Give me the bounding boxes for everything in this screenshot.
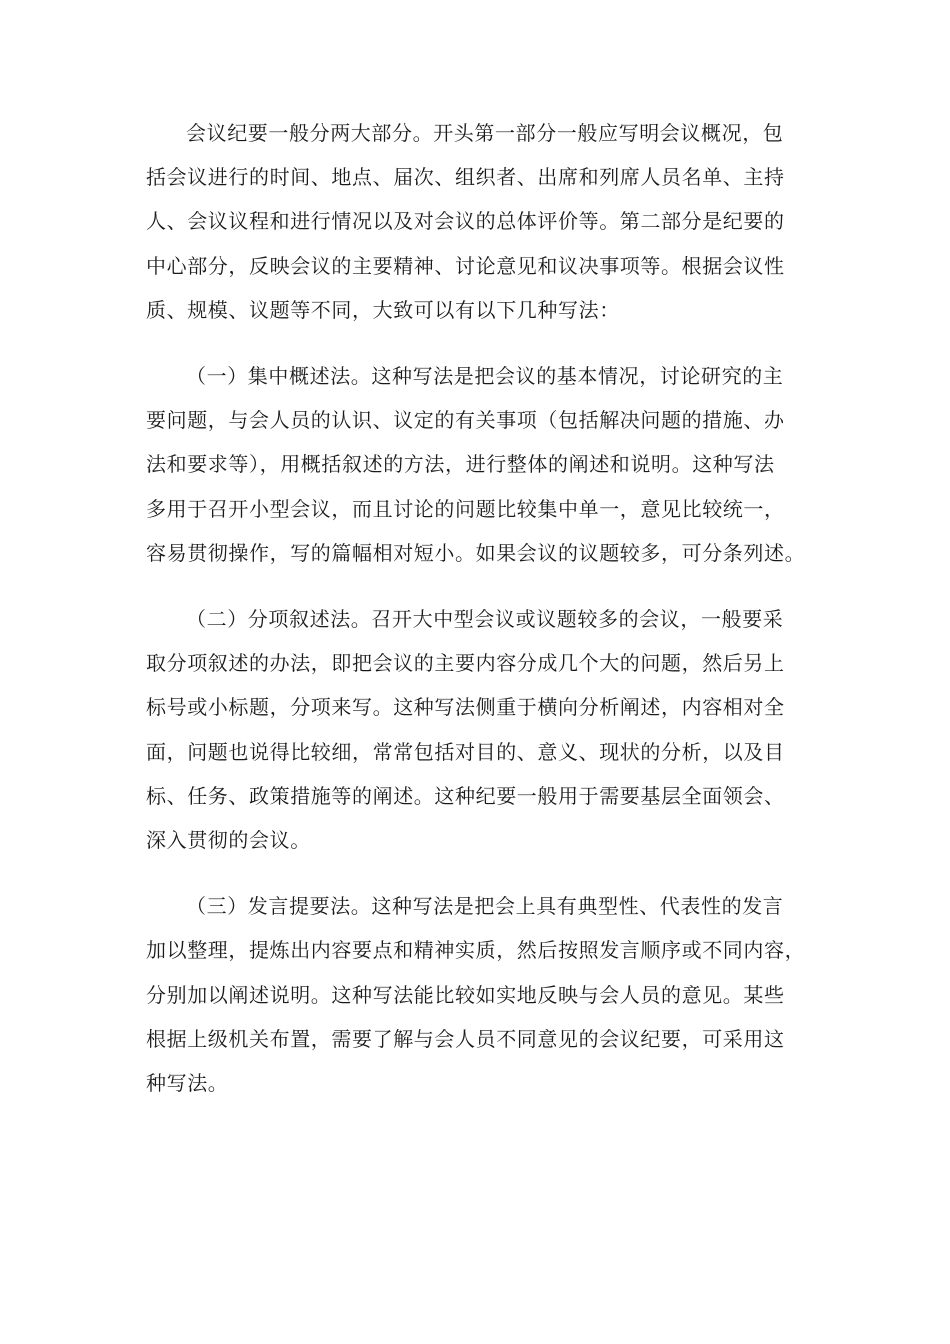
paragraph-method-2: （二）分项叙述法。召开大中型会议或议题较多的会议，一般要采 取分项叙述的办法，即把会议的主要内容分成几个大的问题，然后另上 标号或小标题，分项来写。这种写法侧重于横向分析阐述，内容相对全 面，问题也说得比较细，常常包括对目的、意义、现状的分析，以及目 标、任务、政策措施等的阐述。这种纪要一般用于需要基层全面领会、 深入贯彻的会议。 [146, 607, 785, 853]
paragraph-method-1: （一）集中概述法。这种写法是把会议的基本情况，讨论研究的主 要问题，与会人员的认识、议定的有关事项（包括解决问题的措施、办 法和要求等），用概括叙述的方法，进行整体的阐述和说明。这种写法 多用于召开小型会议，而且讨论的问题比较集中单一，意见比较统一， 容易贯彻操作，写的篇幅相对短小。如果会议的议题较多，可分条列述。 [146, 364, 806, 565]
paragraph-method-3: （三）发言提要法。这种写法是把会上具有典型性、代表性的发言 加以整理，提炼出内容要点和精神实质，然后按照发言顺序或不同内容， 分别加以阐述说明。这种写法能比较如实地反映与会人员的意见。某些 根据上级机关布置，需要了解与会人员不同意见的会议纪要，可采用这 种写法。 [146, 894, 806, 1096]
paragraph-intro: 会议纪要一般分两大部分。开头第一部分一般应写明会议概况，包 括会议进行的时间、地点、届次、组织者、出席和列席人员名单、主持 人、会议议程和进行情况以及对会议的总体评价等。第二部分是纪要的 中心部分，反映会议的主要精神、讨论意见和议决事项等。根据会议性 质、规模、议题等不同，大致可以有以下几种写法： [146, 121, 785, 322]
document-body [146, 111, 806, 1105]
